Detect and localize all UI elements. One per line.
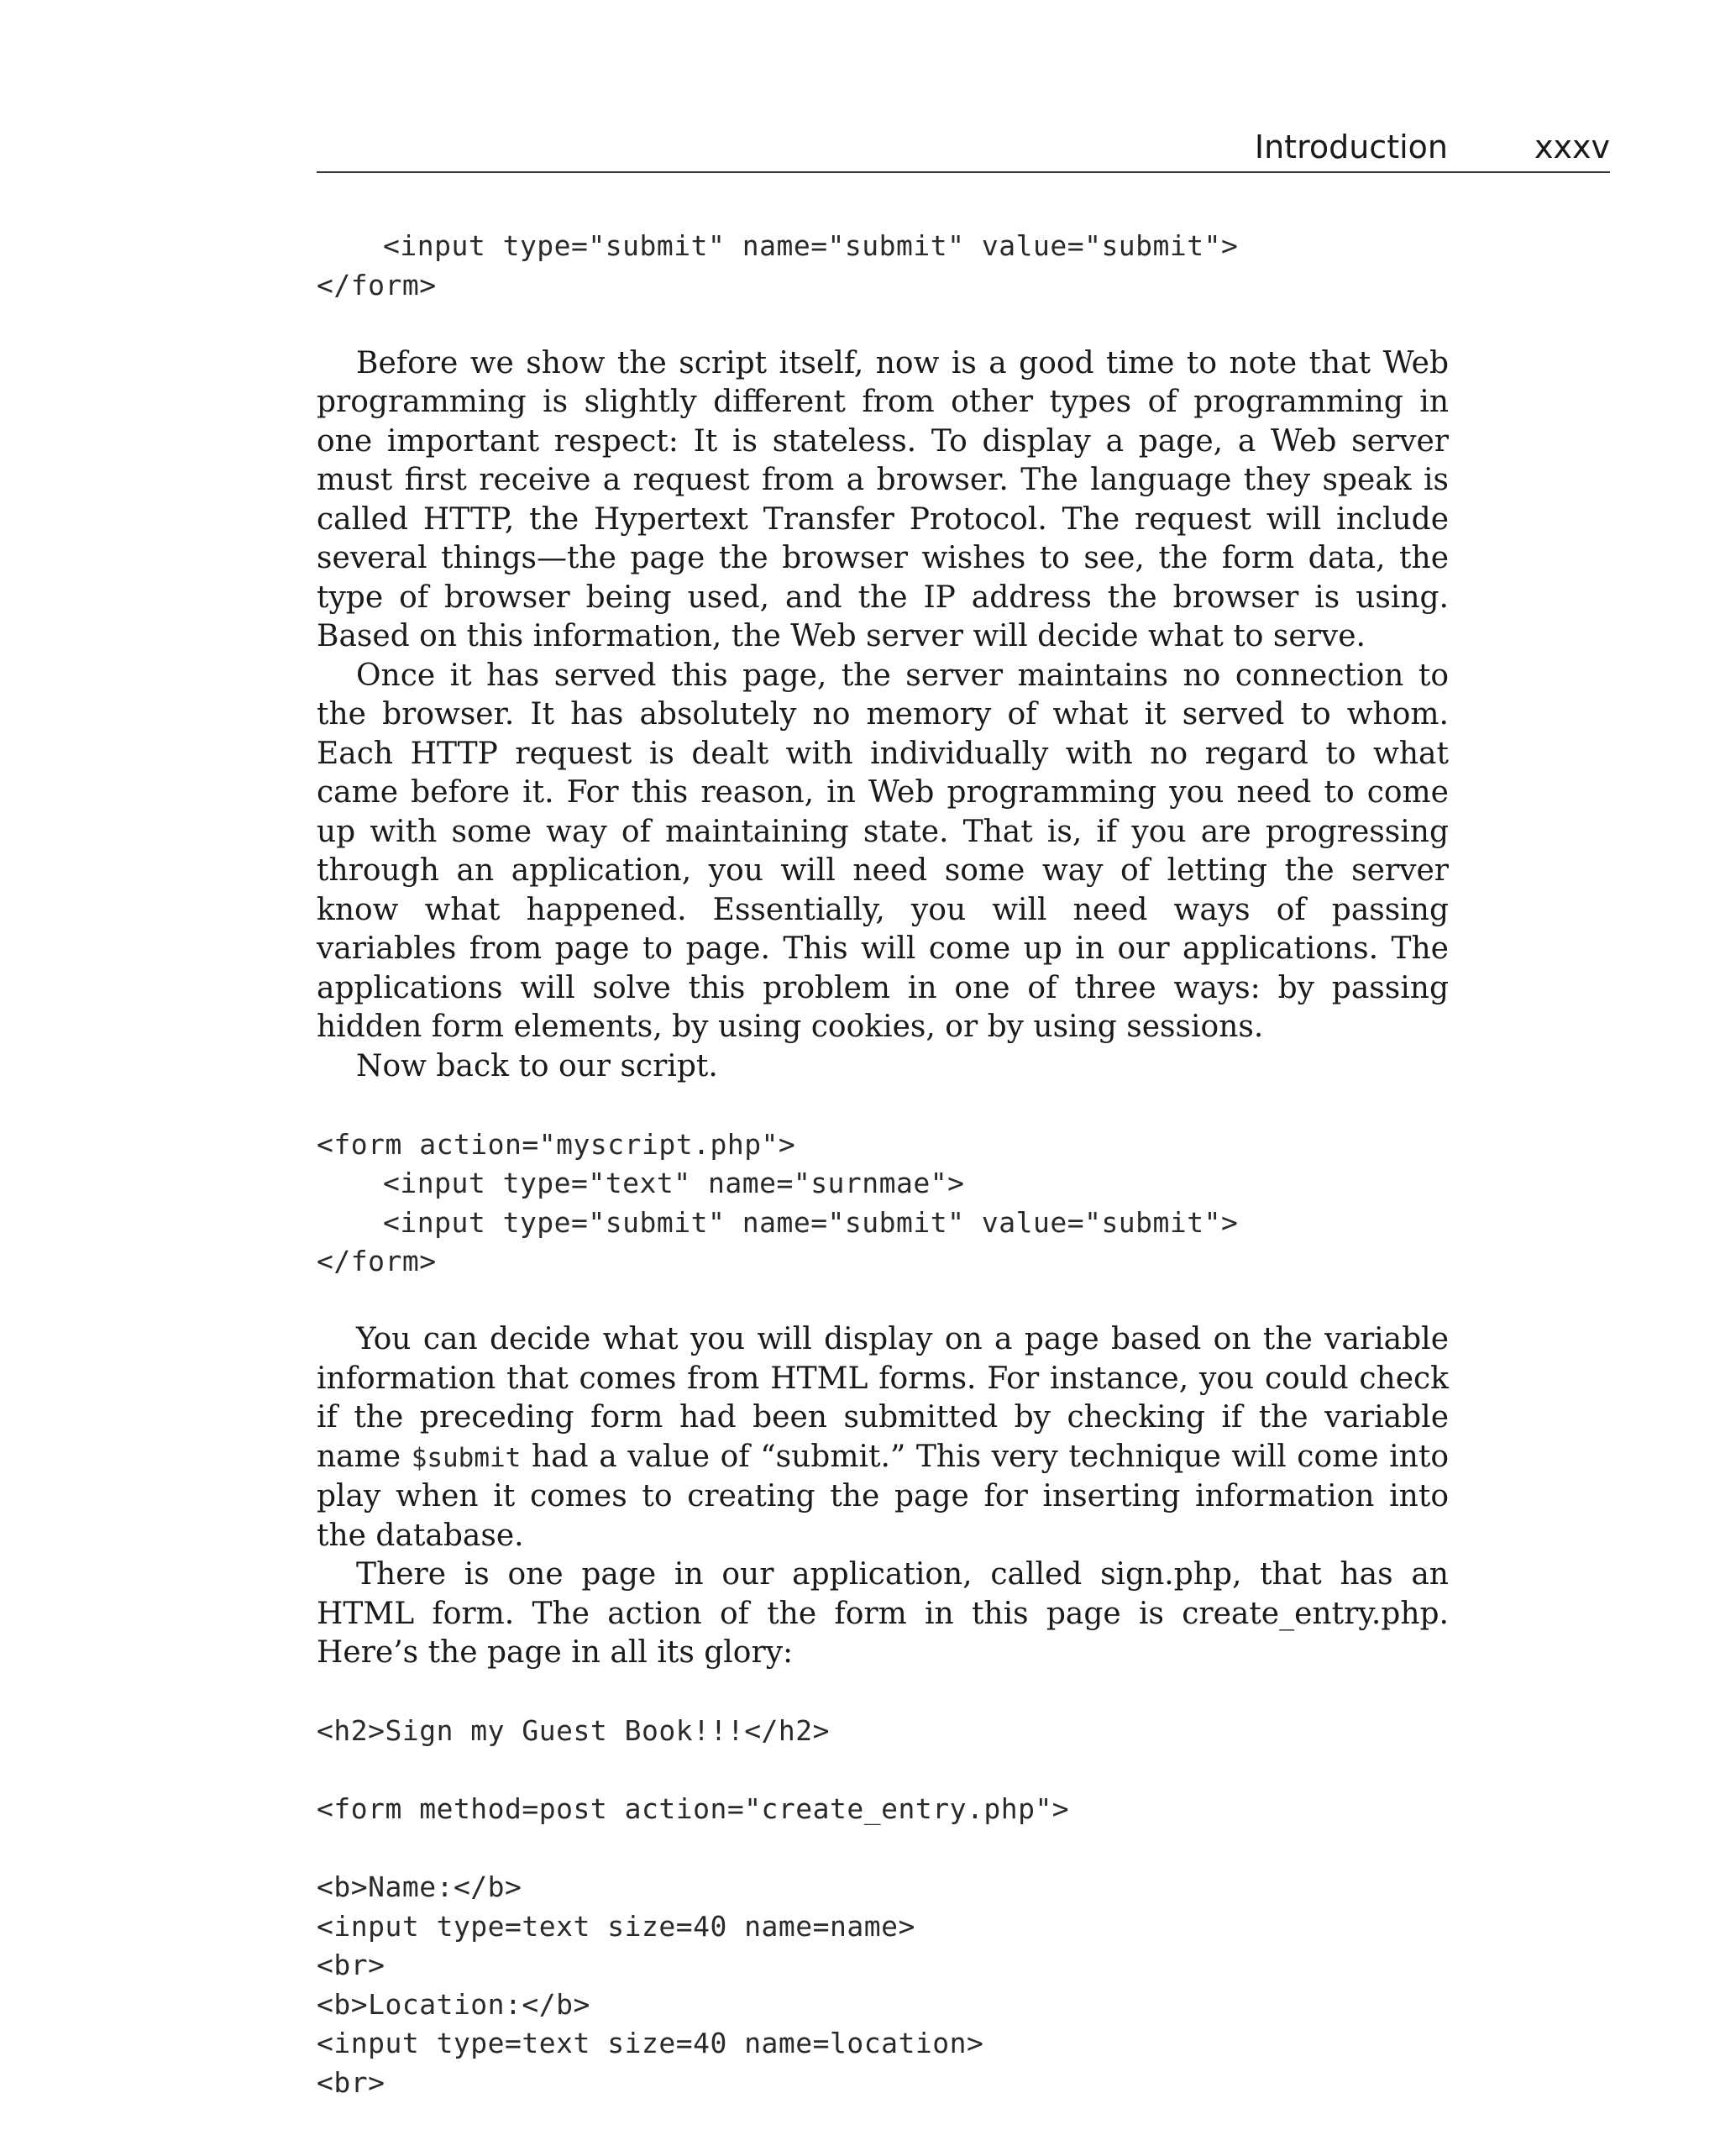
code-line: <input type=text size=40 name=location> — [317, 2027, 984, 2059]
paragraph-text: had a value of “submit.” This very technique will come into play when it comes to creating the page for inserting information into the database. — [317, 1439, 1449, 1553]
code-block-guest-book — [317, 1712, 1449, 2102]
code-line: <input type=text size=40 name=name> — [317, 1909, 915, 1943]
paragraph-sign-php: There is one page in our application, called sign.php, that has an HTML form. The action of the form in this page is create_entry.php. Here’s the page in all its glory: — [317, 1557, 1449, 1670]
paragraph-text: You can decide what you will display on a page based on the variable information that comes from HTML forms. For instance, you could check if the preceding form had been submitted by checking if the variable name — [317, 1322, 1449, 1474]
code-line: <input type="submit" name="submit" value="submit"> — [383, 229, 1239, 262]
code-line: <br> — [317, 2065, 385, 2099]
inline-code-submit: $submit — [411, 1442, 522, 1473]
header-page-number: xxxv — [1534, 129, 1610, 165]
header-section-title: Introduction — [1254, 129, 1448, 165]
code-blank-line — [317, 1829, 1449, 1869]
paragraph-maintaining-state: Once it has served this page, the server maintains no connection to the browser. It has absolutely no memory of what it served to whom. Each HTTP request is dealt with individually with no regard to what came before it. For this reason, in Web programming you need to come up with some way of maintaining state. That is, if you are progressing through an application, you will need some way of letting the server know what happened. Essentially, you will need ways of passing variables from page to page. This will come up in our applications. The applications will solve this problem in one of three ways: by passing hidden form elements, by using cookies, or by using sessions. — [317, 658, 1449, 1044]
code-block-myscript-form — [317, 1125, 1449, 1282]
code-block-form-end — [317, 227, 1449, 305]
code-line: <b>Location:</b> — [317, 1987, 590, 2021]
paragraph-stateless: Before we show the script itself, now is a good time to note that Web programming is slightly different from other types of programming in one important respect: It is stateless. To display a page, a Web server must first receive a request from a browser. The language they speak is called HTTP, the Hypertext Transfer Protocol. The request will include several things—the page the browser wishes to see, the form data, the type of browser being used, and the IP address the browser is using. Based on this information, the Web server will decide what to serve. — [317, 345, 1449, 653]
code-line: </form> — [317, 1245, 437, 1277]
paragraph-variable-information — [317, 1320, 1449, 1555]
code-line: <br> — [317, 1949, 385, 1981]
code-line: <form action="myscript.php"> — [317, 1127, 796, 1161]
code-line: <b>Name:</b> — [317, 1870, 522, 1903]
code-line: <form method=post action="create_entry.php"> — [317, 1792, 1070, 1825]
paragraph-back-to-script: Now back to our script. — [356, 1048, 718, 1083]
code-line: </form> — [317, 268, 437, 302]
spacer — [317, 1673, 1449, 1713]
code-line: <h2>Sign my Guest Book!!!</h2> — [317, 1714, 831, 1747]
running-header — [317, 123, 1610, 173]
spacer — [317, 1086, 1449, 1125]
code-line: <input type="submit" name="submit" value="submit"> — [383, 1205, 1239, 1239]
page-body — [317, 227, 1449, 2102]
code-line: <input type="text" name="surnmae"> — [383, 1167, 965, 1199]
code-blank-line — [317, 1751, 1449, 1791]
spacer — [317, 1282, 1449, 1321]
spacer — [317, 305, 1449, 344]
